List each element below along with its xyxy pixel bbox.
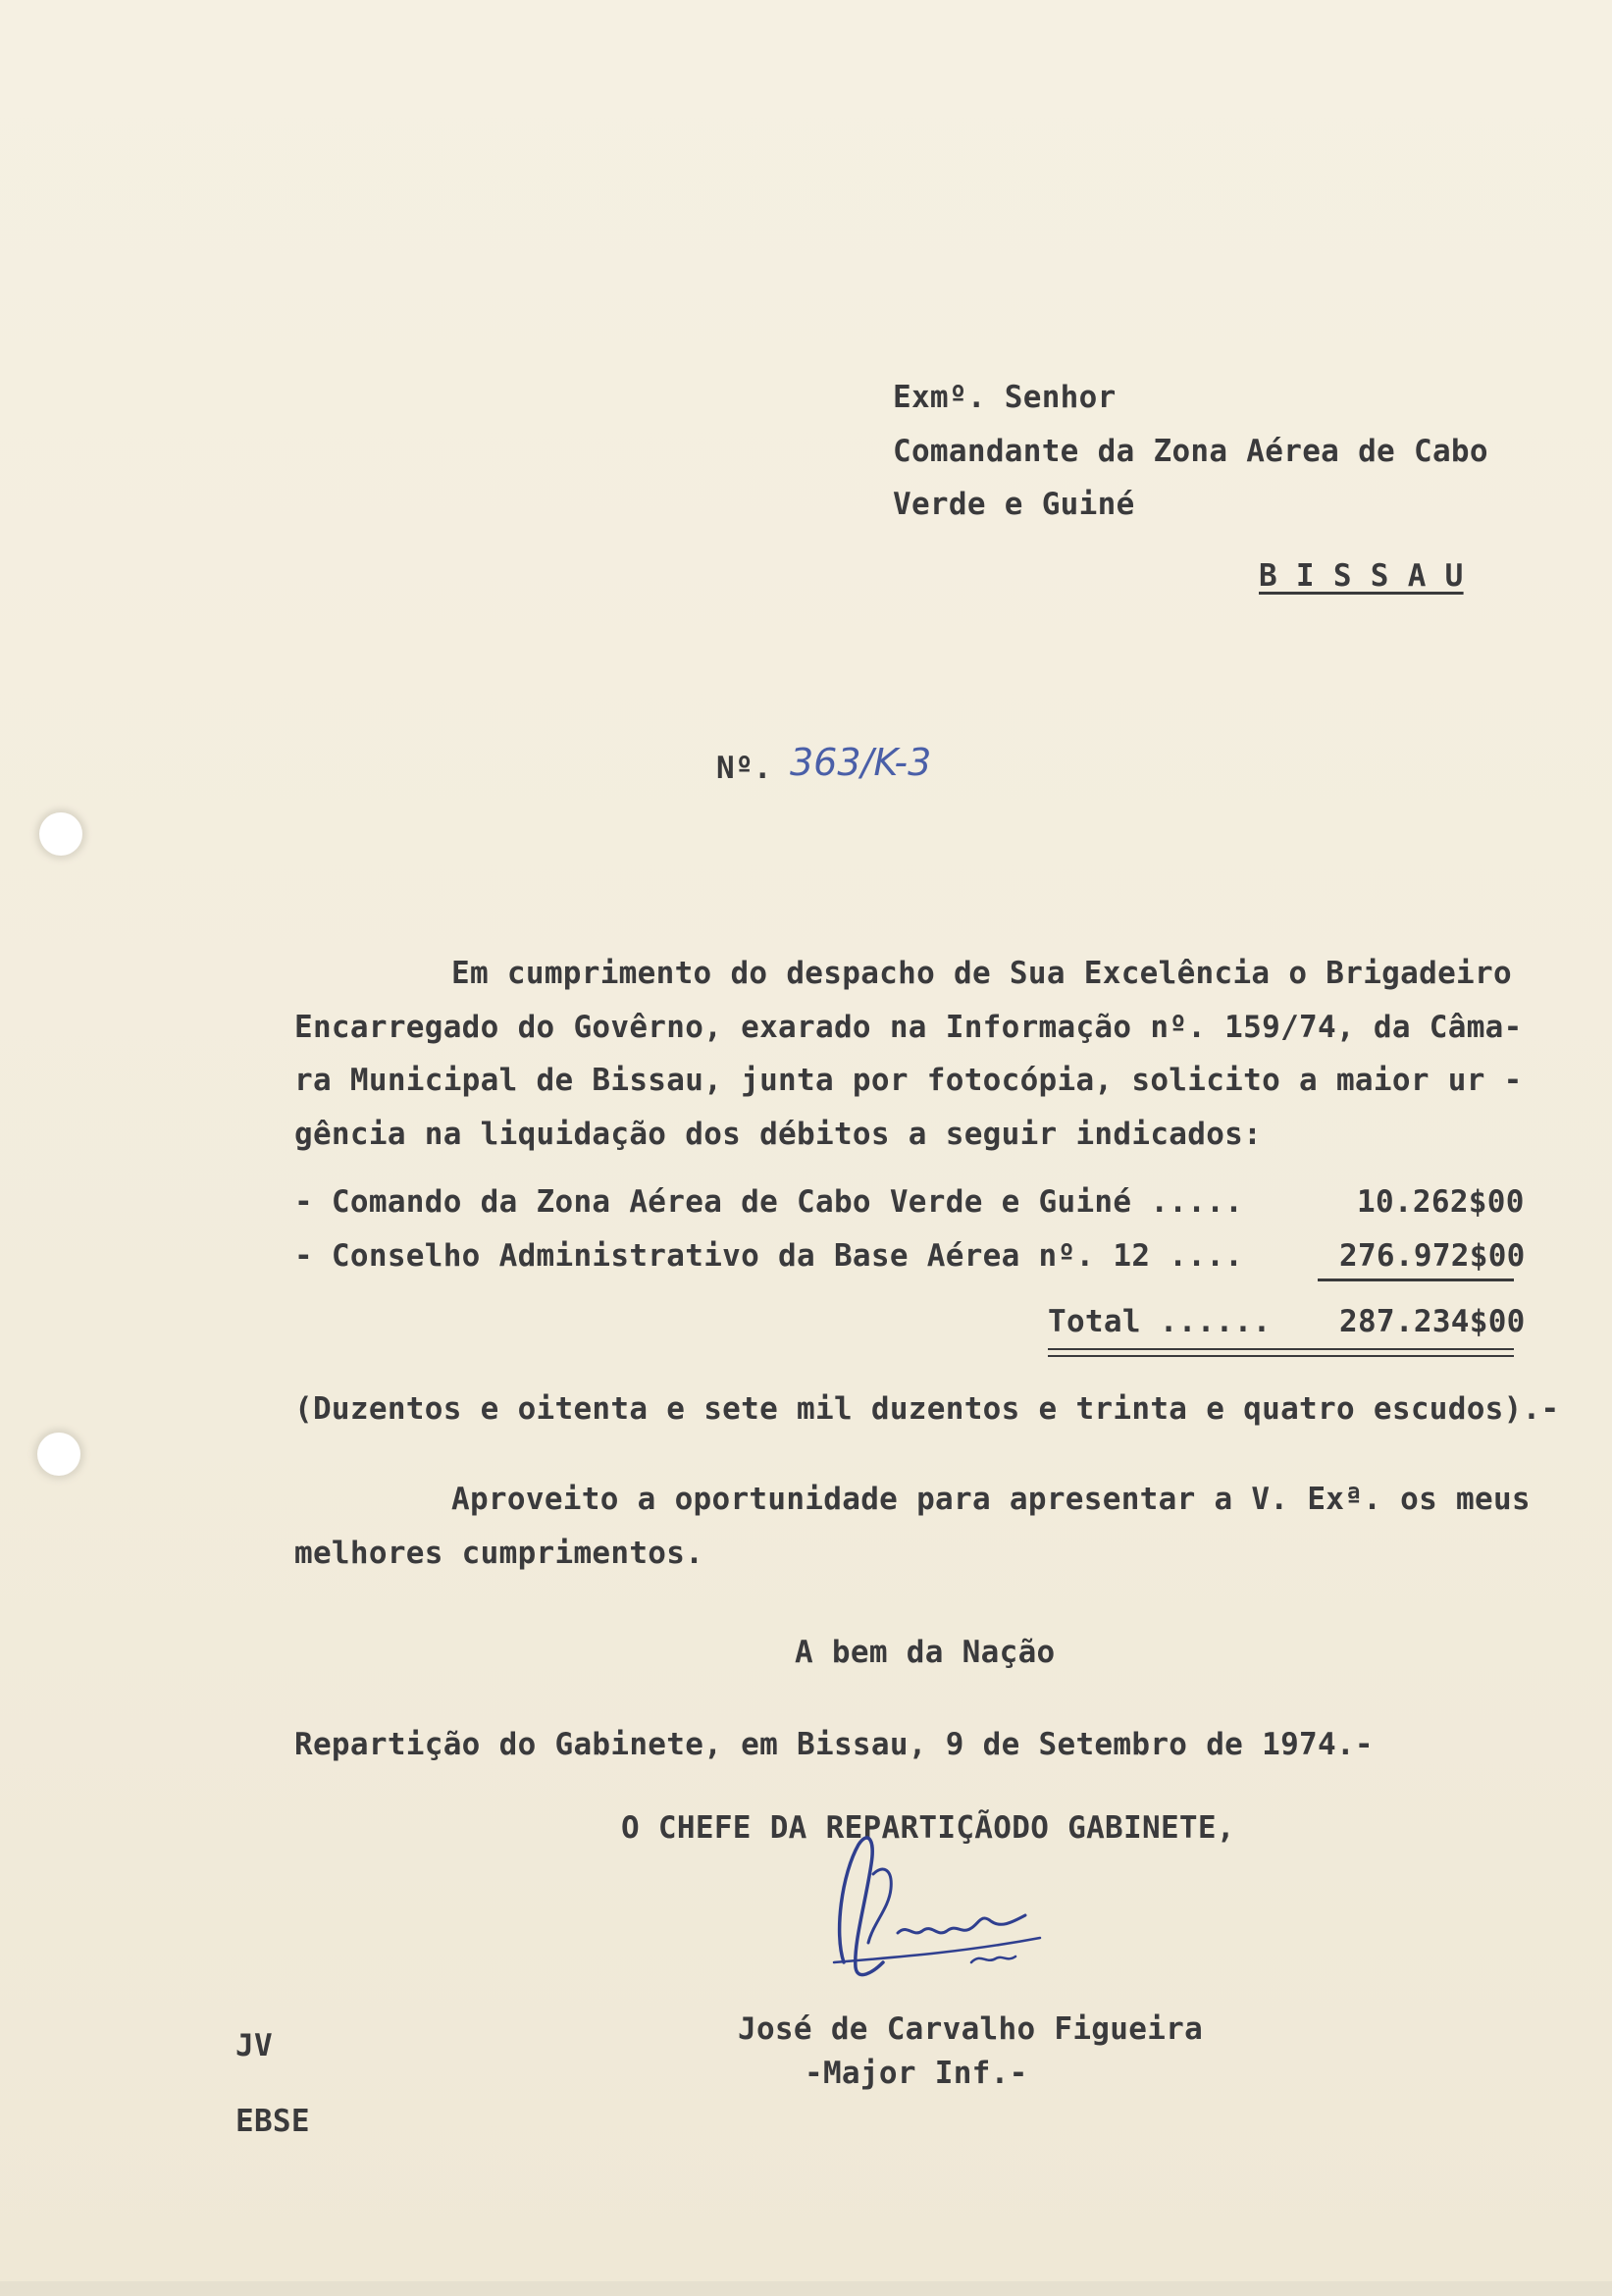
closing-line-2: melhores cumprimentos. (294, 1536, 704, 1571)
signatory-title: O CHEFE DA REPARTIÇÃODO GABINETE, (621, 1810, 1235, 1846)
total-label: Total ...... (1048, 1304, 1272, 1339)
recipient-salutation: Exmº. Senhor (893, 380, 1117, 415)
debt-amount-2: 276.972$00 (1339, 1238, 1526, 1274)
reference-prefix: Nº. (716, 751, 772, 786)
reference-number-handwritten: 363/K-3 (790, 741, 932, 784)
recipient-city: B I S S A U (1259, 558, 1464, 594)
total-rule-1 (1048, 1348, 1514, 1350)
debt-label-2: - Conselho Administrativo da Base Aérea nº. 12 .... (294, 1238, 1244, 1274)
motto: A bem da Nação (795, 1635, 1056, 1670)
body-line-4: gência na liquidação dos débitos a seguir indicados: (294, 1117, 1263, 1152)
recipient-line-1: Comandante da Zona Aérea de Cabo (893, 434, 1488, 469)
debt-label-1: - Comando da Zona Aérea de Cabo Verde e Guiné ..... (294, 1184, 1244, 1220)
handwritten-signature (814, 1815, 1050, 1992)
signatory-rank: -Major Inf.- (805, 2056, 1028, 2091)
document-code: EBSE (235, 2104, 310, 2139)
subtotal-rule (1318, 1278, 1514, 1281)
signatory-name: José de Carvalho Figueira (738, 2011, 1204, 2047)
punch-hole-bottom (37, 1433, 80, 1476)
amount-in-words: (Duzentos e oitenta e sete mil duzentos e trinta e quatro escudos).- (294, 1391, 1560, 1427)
typist-initials: JV (235, 2028, 273, 2063)
recipient-line-2: Verde e Guiné (893, 487, 1135, 522)
body-line-3: ra Municipal de Bissau, junta por fotocópia, solicito a maior ur - (294, 1063, 1523, 1098)
total-rule-2 (1048, 1355, 1514, 1357)
page-bottom-edge (0, 2281, 1612, 2296)
closing-line-1: Aproveito a oportunidade para apresentar a V. Exª. os meus (451, 1482, 1531, 1517)
place-date: Repartição do Gabinete, em Bissau, 9 de Setembro de 1974.- (294, 1727, 1374, 1762)
total-amount: 287.234$00 (1339, 1304, 1526, 1339)
debt-amount-1: 10.262$00 (1357, 1184, 1525, 1220)
punch-hole-top (39, 812, 82, 856)
body-line-2: Encarregado do Govêrno, exarado na Informação nº. 159/74, da Câma- (294, 1010, 1523, 1045)
body-line-1: Em cumprimento do despacho de Sua Excelência o Brigadeiro (451, 956, 1512, 991)
